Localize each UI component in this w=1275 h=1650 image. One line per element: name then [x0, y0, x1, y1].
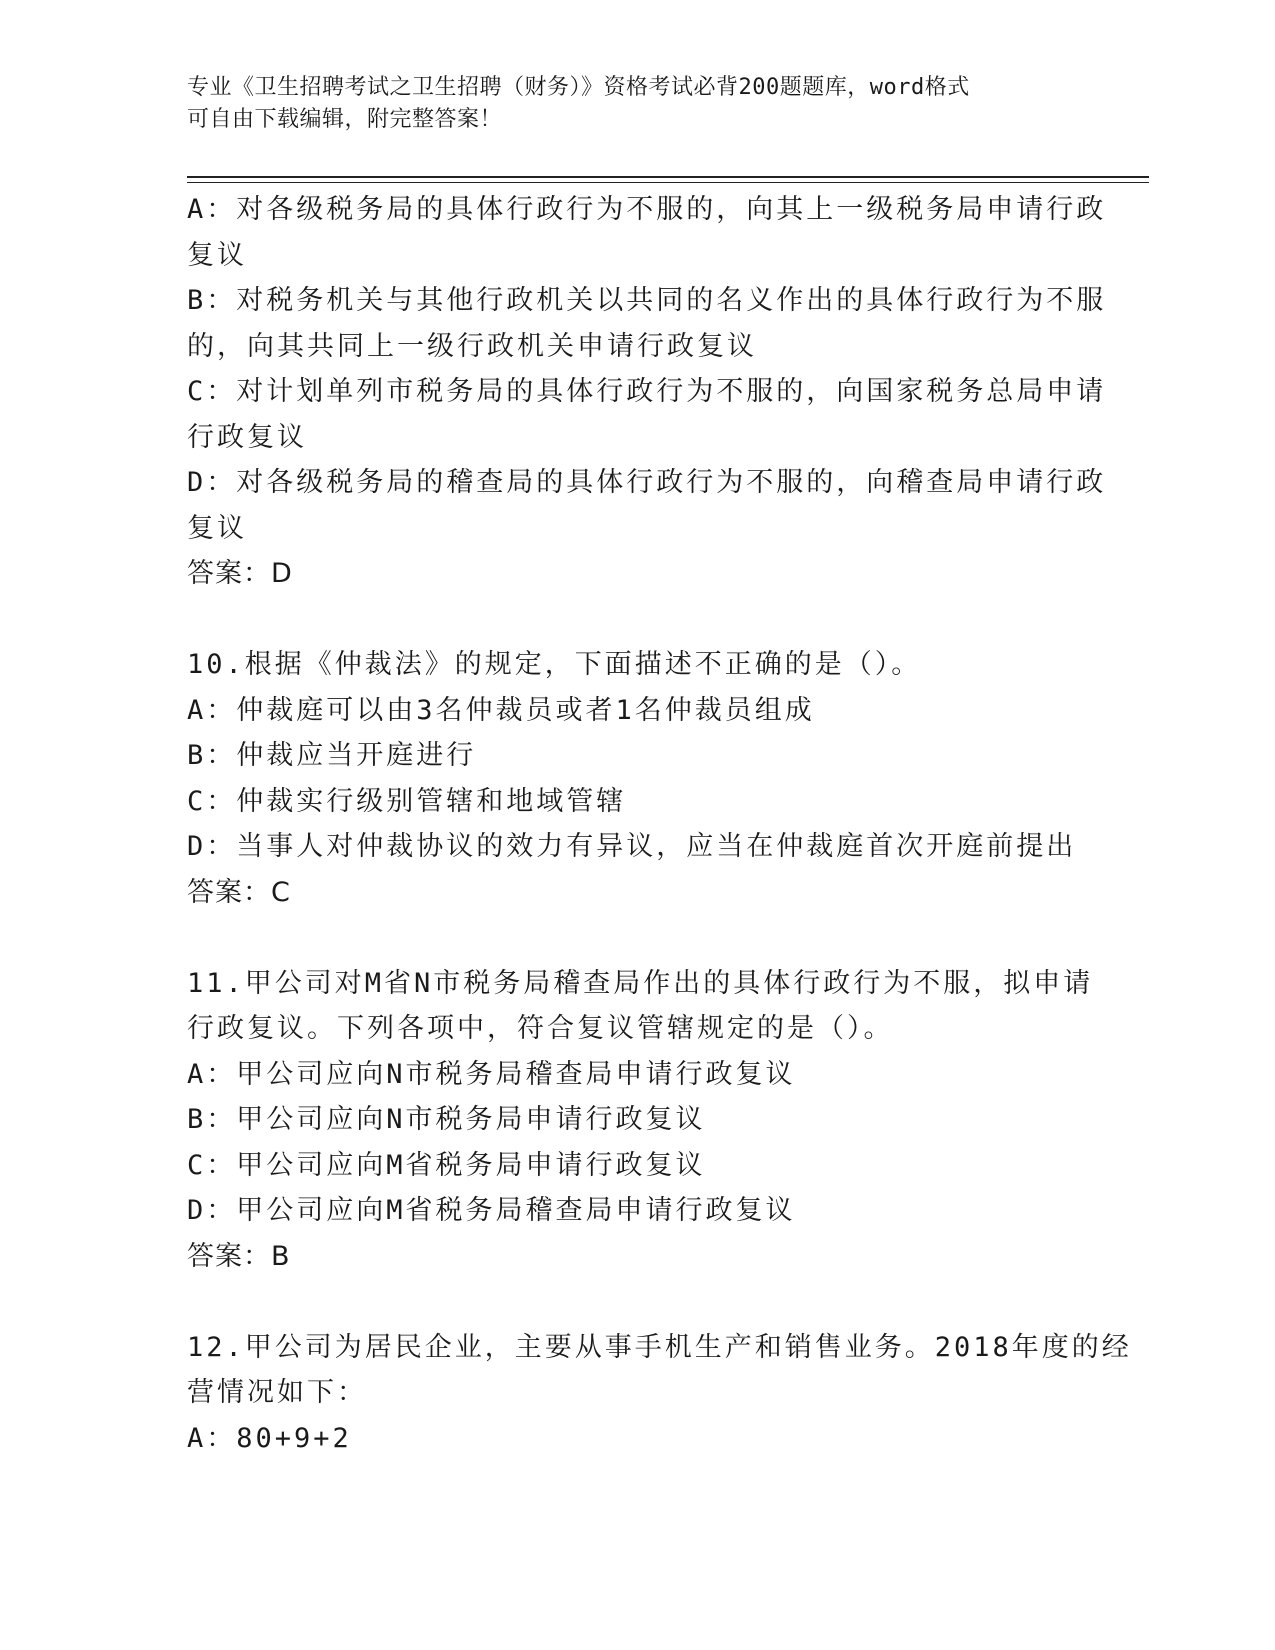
- question-10: [187, 642, 1087, 915]
- q9-answer: 答案：D: [187, 558, 293, 589]
- q10-option-c: C：仲裁实行级别管辖和地域管辖: [187, 785, 627, 817]
- q11-stem-line-2: 行政复议。下列各项中，符合复议管辖规定的是（）。: [187, 1013, 894, 1044]
- q11-stem-line-1: 11.甲公司对M省N市税务局稽查局作出的具体行政行为不服，拟申请: [187, 967, 1094, 999]
- q10-option-d: D：当事人对仲裁协议的效力有异议，应当在仲裁庭首次开庭前提出: [187, 831, 1077, 862]
- spacer: [187, 597, 1087, 643]
- q9-option-d-line-2: 复议: [187, 512, 247, 544]
- q12-stem-line-2: 营情况如下：: [187, 1377, 367, 1408]
- spacer: [187, 915, 1087, 961]
- header-title-line-1: 专业《卫生招聘考试之卫生招聘（财务）》资格考试必背200题题库，word格式: [187, 75, 970, 100]
- spacer: [187, 1279, 1087, 1325]
- q11-option-d: D：甲公司应向M省税务局稽查局申请行政复议: [187, 1195, 796, 1226]
- q9-option-d-line-1: D：对各级税务局的稽查局的具体行政行为不服的，向稽查局申请行政: [187, 467, 1107, 498]
- q10-option-a: A：仲裁庭可以由3名仲裁员或者1名仲裁员组成: [187, 694, 815, 726]
- question-12: [187, 1325, 1132, 1462]
- question-content: [187, 187, 1132, 1461]
- q10-option-b: B：仲裁应当开庭进行: [187, 740, 477, 771]
- q11-answer: 答案：B: [187, 1240, 291, 1272]
- q10-answer: 答案：C: [187, 876, 291, 908]
- question-11: [187, 961, 1094, 1280]
- q9-option-c-line-2: 行政复议: [187, 421, 307, 453]
- question-9-options: [187, 187, 1107, 597]
- q11-option-a: A：甲公司应向N市税务局稽查局申请行政复议: [187, 1058, 796, 1090]
- header-divider-thin: [187, 182, 1149, 183]
- header-title-line-2: 可自由下载编辑，附完整答案！: [187, 107, 503, 132]
- q9-option-b-line-2: 的，向其共同上一级行政机关申请行政复议: [187, 330, 757, 362]
- q12-option-a: A：80+9+2: [187, 1422, 352, 1454]
- q9-option-b-line-1: B：对税务机关与其他行政机关以共同的名义作出的具体行政行为不服: [187, 285, 1107, 316]
- q10-stem: 10.根据《仲裁法》的规定，下面描述不正确的是（）。: [187, 649, 922, 680]
- header-divider-thick: [187, 176, 1149, 178]
- q11-option-b: B：甲公司应向N市税务局申请行政复议: [187, 1104, 706, 1135]
- q11-option-c: C：甲公司应向M省税务局申请行政复议: [187, 1149, 706, 1181]
- q9-option-a-line-1: A：对各级税务局的具体行政行为不服的，向其上一级税务局申请行政: [187, 194, 1107, 225]
- q9-option-a-line-2: 复议: [187, 239, 247, 271]
- q9-option-c-line-1: C：对计划单列市税务局的具体行政行为不服的，向国家税务总局申请: [187, 376, 1107, 407]
- q12-stem-line-1: 12.甲公司为居民企业，主要从事手机生产和销售业务。2018年度的经: [187, 1331, 1132, 1363]
- document-header: [187, 72, 1067, 136]
